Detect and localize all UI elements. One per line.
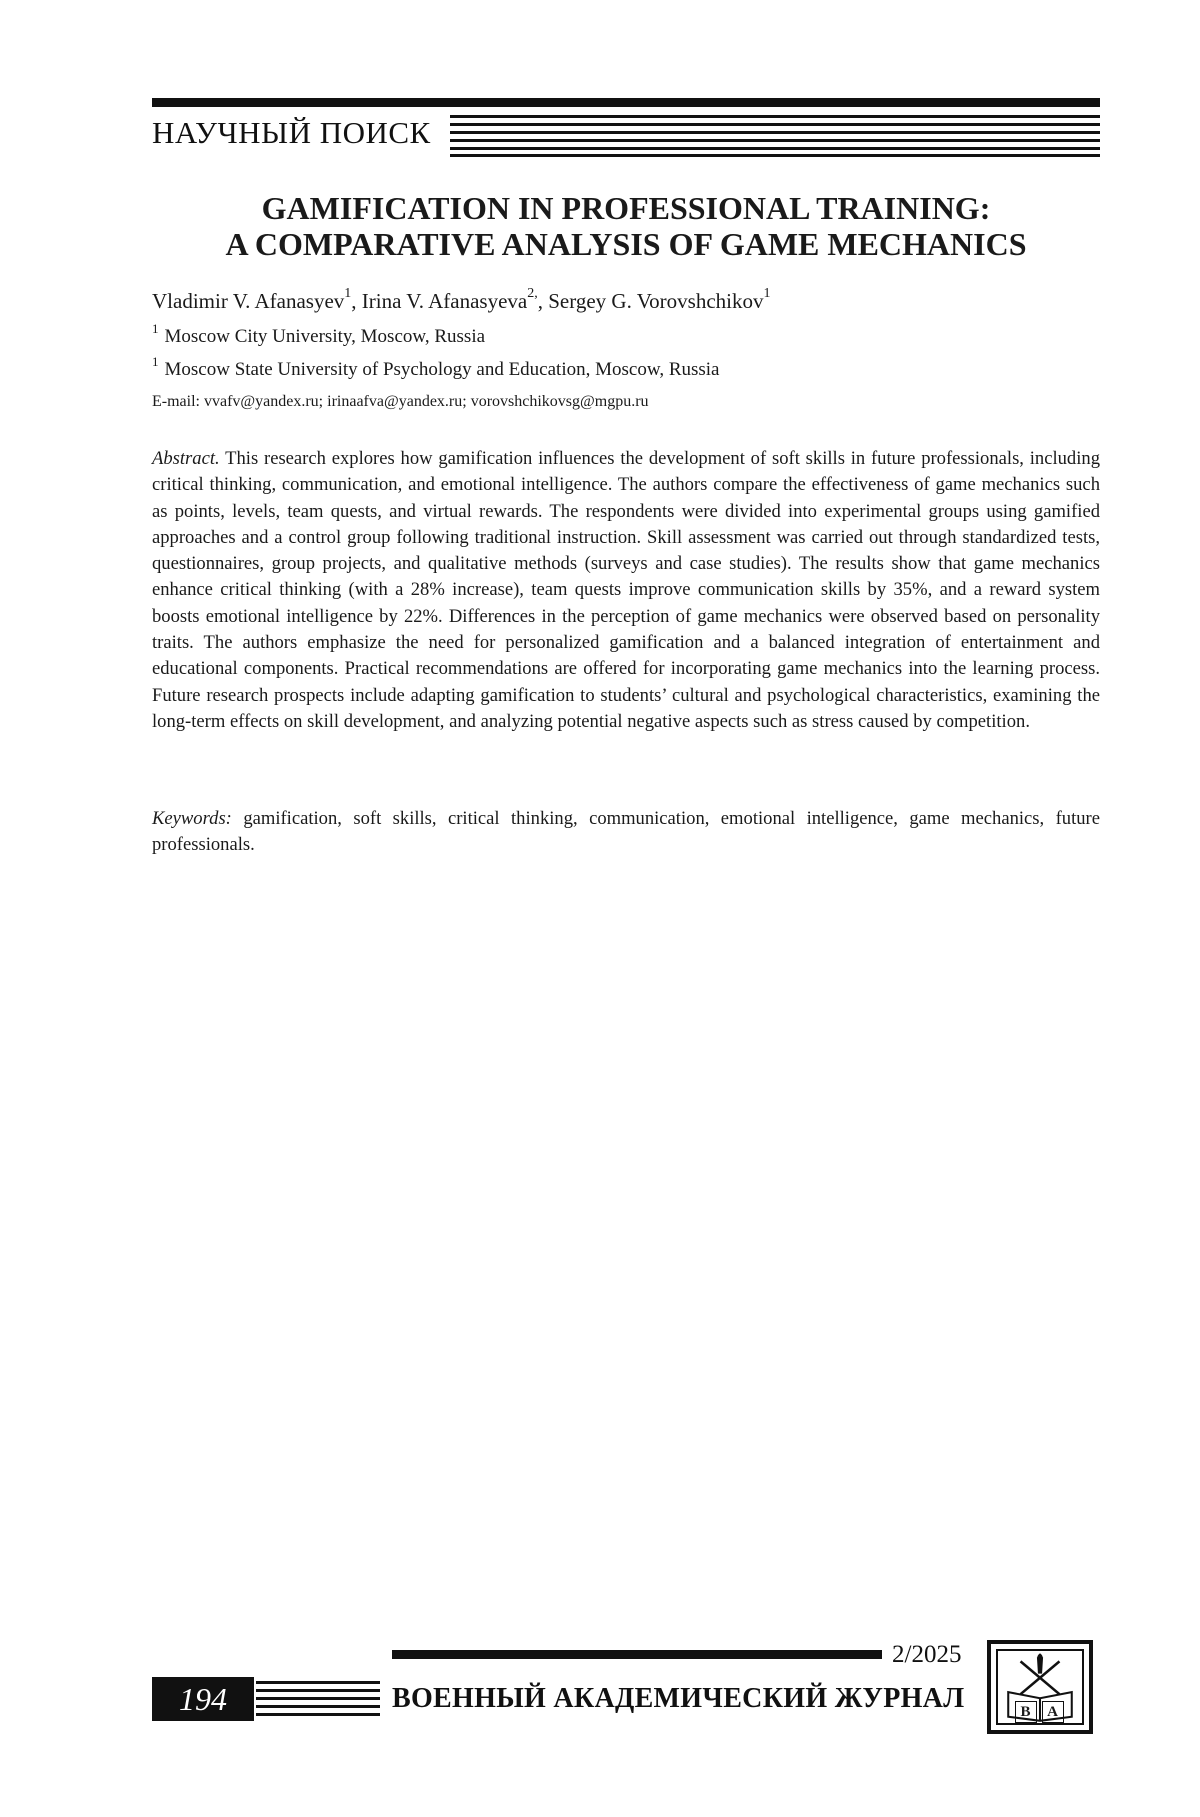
issue-number: 2/2025 bbox=[892, 1641, 962, 1668]
title-line-2: A COMPARATIVE ANALYSIS OF GAME MECHANICS bbox=[225, 226, 1027, 262]
author-affiliation-mark: 2, bbox=[527, 286, 538, 301]
article-title bbox=[152, 190, 1100, 262]
abstract bbox=[152, 446, 1100, 735]
page-number: 194 bbox=[152, 1677, 254, 1721]
journal-logo-letters bbox=[1012, 1701, 1066, 1723]
keywords-text: gamification, soft skills, critical thinking, communication, emotional intelligence, game mechanics, future professionals. bbox=[152, 808, 1100, 856]
footer-decorative-lines bbox=[256, 1677, 380, 1721]
author-list bbox=[152, 288, 770, 314]
keywords bbox=[152, 806, 1100, 859]
logo-letter-right: А bbox=[1042, 1701, 1064, 1723]
journal-title: ВОЕННЫЙ АКАДЕМИЧЕСКИЙ ЖУРНАЛ bbox=[392, 1683, 965, 1714]
abstract-label: Abstract. bbox=[152, 448, 220, 469]
journal-logo-frame bbox=[996, 1649, 1084, 1725]
affiliation-mark: 1 bbox=[152, 320, 159, 336]
abstract-text: This research explores how gamification influences the development of soft skills in future professionals, including critical thinking, communication, and emotional intelligence. The authors compare the effectiveness of game mechanics such as points, levels, team quests, and virtual rewards. The respondents were divided into experimental groups using gamified approaches and a control group following traditional instruction. Skill assessment was carried out through standardized tests, questionnaires, group projects, and qualitative methods (surveys and case studies). The results show that game mechanics enhance critical thinking (with a 28% increase), team quests improve communication skills by 35%, and a reward system boosts emotional intelligence by 22%. Differences in the perception of game mechanics were observed based on personality traits. The authors emphasize the need for personalized gamification and a balanced integration of entertainment and educational components. Practical recommendations are offered for incorporating game mechanics into the learning process. Future research prospects include adapting gamification to students’ cultural and psychological characteristics, examining the long-term effects on skill development, and analyzing potential negative aspects such as stress caused by competition. bbox=[152, 448, 1100, 732]
author-affiliation-mark: 1 bbox=[344, 286, 352, 301]
affiliation-text: Moscow State University of Psychology and Education, Moscow, Russia bbox=[164, 359, 720, 380]
affiliation-1 bbox=[152, 320, 486, 349]
header-top-rule bbox=[152, 98, 1100, 107]
author-name: Sergey G. Vorovshchikov bbox=[548, 289, 764, 313]
logo-letter-left: В bbox=[1015, 1701, 1037, 1723]
affiliation-2 bbox=[152, 353, 720, 382]
author-separator: , bbox=[351, 289, 362, 313]
keywords-label: Keywords: bbox=[152, 808, 232, 829]
section-label: НАУЧНЫЙ ПОИСК bbox=[152, 115, 431, 150]
author-emails: E-mail: vvafv@yandex.ru; irinaafva@yandex.ru; vorovshchikovsg@mgpu.ru bbox=[152, 393, 649, 410]
author-separator: , bbox=[537, 289, 549, 313]
title-line-1: GAMIFICATION IN PROFESSIONAL TRAINING: bbox=[261, 190, 991, 226]
author-name: Vladimir V. Afanasyev bbox=[152, 289, 345, 313]
header-decorative-lines bbox=[450, 115, 1100, 157]
author-name: Irina V. Afanasyeva bbox=[361, 289, 528, 313]
affiliation-mark: 1 bbox=[152, 353, 159, 369]
author-affiliation-mark: 1 bbox=[763, 286, 771, 301]
affiliation-text: Moscow City University, Moscow, Russia bbox=[164, 326, 486, 347]
journal-logo bbox=[987, 1640, 1093, 1734]
footer-rule bbox=[392, 1650, 882, 1659]
